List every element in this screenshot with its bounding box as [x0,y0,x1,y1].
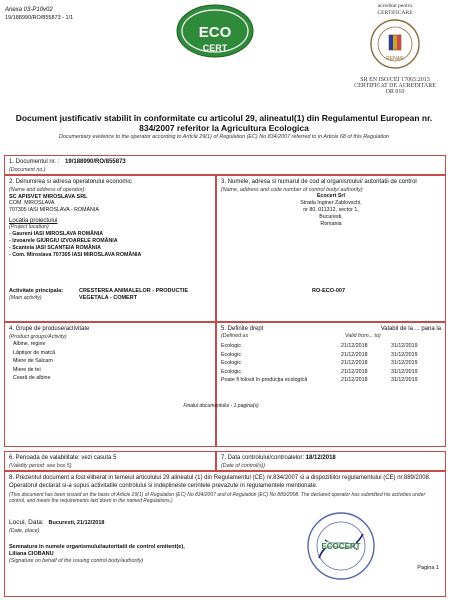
activity-value: CRESTEREA ANIMALELOR - PRODUCTIE VEGETALA - COMERT [79,288,188,301]
product-groups-label: 4. Grupe de produse/activitate [9,326,90,332]
valid-from: 21/12/2018 [341,343,368,349]
place-date-label: Locul, Data: [9,519,44,526]
location-item: - Scanteia IASI SCANTEIA ROMÂNIA [9,244,101,251]
valid-from: 21/12/2018 [341,351,368,358]
definition-text: Poate fi folosit în producţia ecologică [221,377,308,384]
control-date-label-en: (Date of control(s)) [221,462,266,469]
location-title: Locatia proiectului [9,218,58,224]
location-title-en: (Project location) [9,224,49,230]
ecocert-logo [175,3,255,59]
accreditation-standard: SR EN ISO/CEI 17065:2013 [360,77,430,83]
accreditation-line1: acreditat pentru [377,3,413,9]
control-body-label: 3. Numele, adresa si numarul de cod al organismului/ autoritatii de control [221,179,417,185]
product-item: Ceară de albine [13,375,51,382]
control-body-label-en: (Name, address and code number of control body/ authority) [221,186,363,193]
document-number-value: 19/188990/RO/855873 [65,159,126,165]
validity-period-label-en: (Validity period: see box 5) [9,462,72,469]
definition-text: Ecologic [221,343,242,349]
valid-from: 21/12/2018 [341,360,368,367]
valid-from: 21/12/2018 [341,377,368,384]
valid-to: 31/12/2019 [391,368,418,375]
activity-label: Activitate principala: [9,288,64,294]
document-number-label: 1. Documentul nr. : [9,159,60,165]
operator-label: 2. Denumirea si adresa operatorului economic [9,179,132,185]
valid-to: 31/12/2019 [391,360,418,367]
control-body-address-2: nr 80, 011312, sector 1, [303,207,359,213]
definition-text: Ecologic [221,360,242,367]
svg-text:ECOCERT: ECOCERT [321,542,361,551]
location-item: - Izvoarele GIURGIU IZVOARELE ROMÂNIA [9,237,118,244]
svg-text:RENAR: RENAR [386,56,404,62]
place-date-label-en: (Date, place) [9,528,40,534]
signatory-name: Liliana CIOBANU [9,551,54,557]
valid-to: 31/12/2019 [391,351,418,358]
valid-label-en: Valid from... to) [345,333,381,339]
control-body-address-3: Bucuresti, [319,214,343,220]
box-validity-period [4,451,216,471]
valid-to: 31/12/2019 [391,377,418,384]
control-body-name: Ecocert Srl [317,193,345,199]
accreditation-block [345,3,445,95]
box-statement [4,471,446,597]
signature-label-en: (Signature on behalf of the issuing control body/authority) [9,558,144,564]
document-number-label-en: (Document no.) [9,167,46,173]
operator-label-en: (Name and address of operator): [9,186,86,193]
valid-to: 31/12/2019 [391,343,418,349]
product-item: Albine, regine [13,341,46,347]
svg-text:CERT: CERT [202,43,228,53]
definition-text: Ecologic [221,368,242,375]
title-ro: Document justificativ stabilit în conformitate cu articolul 29, alineatul(1) din Regulamentul European nr. 834/2007 referitor la Agricultura Ecologica [15,113,433,133]
control-body-code: RO-ECO-007 [312,288,346,294]
accreditation-number: OR 010 [385,89,405,95]
location-item: - Com. Miroslava 707305 IASI MIROSLAVA ROMÂNIA [9,252,142,259]
box-document-number [4,155,446,175]
statement-text: 8. Prezentul document a fost eliberat in temeiul articolului 29 alineatul (1) din Regulamentul (CE) nr.834/2007 si a dispozitiilor regulamentului (CE) nr.889/2008. Operatorul declarat si-a supus activitatile controlului si indeplineste cerintele prevazute in regulamentele mentionate. [9,475,431,489]
operator-address-1: COM. MIROSLAVA [9,200,55,206]
header-ref [5,6,73,22]
defined-as-label-en: (Defined as [221,333,249,339]
control-date-value: 18/12/2018 [305,455,336,461]
valid-from: 21/12/2018 [341,368,368,375]
control-body-address-4: Romania [320,221,342,227]
title-en: Documentary evidence to the operator according to Article 29(1) of Regulation (EC) No 834/2007 referred to in Article 68 of this Regulation [58,134,390,140]
activity-label-en: (Main activity) [9,295,42,301]
statement-text-en: (This document has been issued on the basis of Article 29(1) of Regulation (EC) No 834/2007 and of Regulation (EC) No 889/2008. The declared operator has submitted his activities under control, and meets the requirements laid down in the named Regulations.) [9,492,426,504]
box-product-groups [4,322,216,447]
defined-as-label: 5. Definite drept [221,326,264,332]
control-body-address-1: Strada Inginer Zablovschi, [300,200,362,206]
valid-label: Valabil de la ... pana la [380,326,441,332]
document-title [5,113,443,141]
product-item: Miere de tei [13,366,41,373]
box-control-date [216,451,446,471]
definition-text: Ecologic [221,351,242,358]
product-item: Miere de Salcam [13,358,53,365]
place-date-value: Bucuresti, 21/12/2018 [48,520,105,526]
box-control-body [216,175,446,322]
control-date-label: 7. Data controlului/controalelor: [221,455,305,461]
box-operator [4,175,216,322]
svg-text:ECO: ECO [198,24,232,41]
annex-label: Anexa 03-P10v02 [5,7,53,13]
validity-period-label: 6. Perioada de valabilitate: vezi casuta 5 [9,455,117,461]
accreditation-certificate: CERTIFICAT DE ACREDITARE [354,83,436,89]
operator-address-2: 707305 IASI MIROSLAVA - ROMÂNIA [9,207,99,213]
ecocert-stamp-icon [305,510,377,582]
product-groups-label-en: (Product groups/Activity) [9,333,67,340]
accreditation-line2: CERTIFICARE [377,10,413,16]
renar-stamp-icon [369,18,421,70]
operator-name: SC APISVET MIROSLAVA SRL [9,194,88,200]
product-item: Lăptişor de matcă [13,349,56,356]
page-number: Pagina 1 [417,565,439,571]
signature-label: Semnatura in numele organismului/autoritatii de control emitent(e), [9,544,185,550]
document-ref: 19/188990/RO/855873 - 1/1 [5,15,74,21]
end-of-document: Finalul documentului - 1 pagina(s) [183,403,259,409]
box-defined-as [216,322,446,447]
location-item: - Gaureni IASI MIROSLAVA ROMÂNIA [9,230,104,237]
